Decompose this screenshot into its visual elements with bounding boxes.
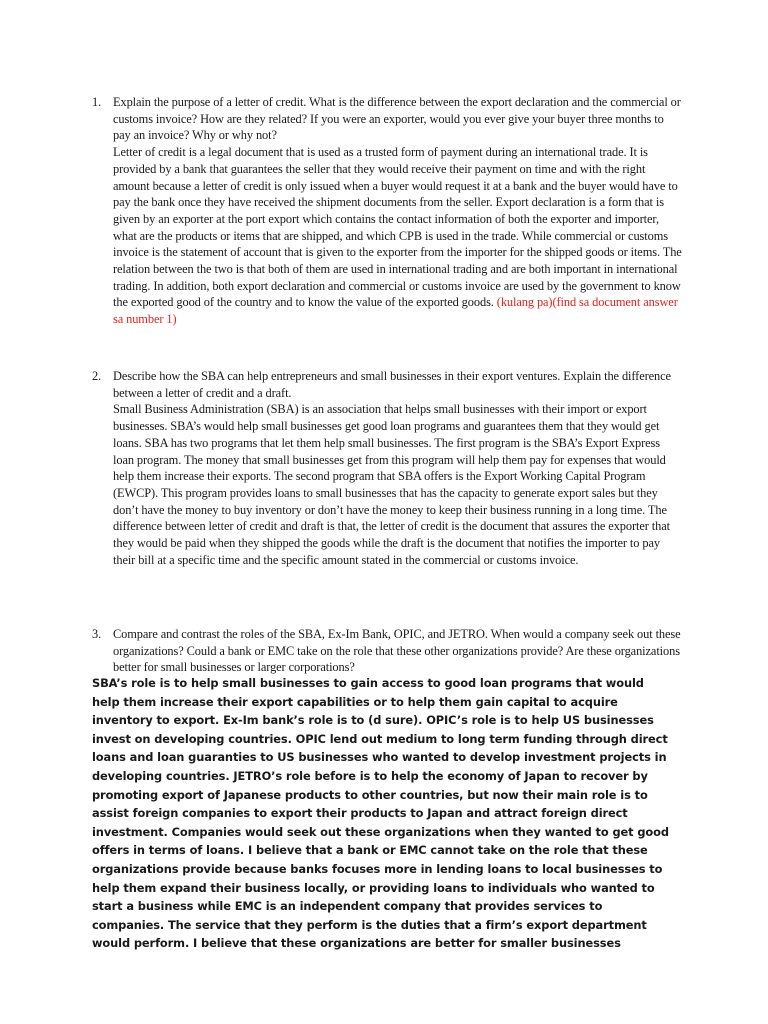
item-number: 1. (92, 95, 102, 109)
question-text: Describe how the SBA can help entrepreneurs and small businesses in their export ventures. Explain the difference between a letter of credit and a draft. (113, 369, 671, 400)
question-text: Compare and contrast the roles of the SBA, Ex-Im Bank, OPIC, and JETRO. When would a company seek out these organizations? Could a bank or EMC take on the role that these other organizations provide? Are these organizations better for small businesses or larger corporations? (113, 627, 681, 675)
item-number: 2. (92, 369, 102, 383)
answer-text-3: SBA’s role is to help small businesses to gain access to good loan programs that would help them increase their export capabilities or to help them gain capital to acquire inventory to export. Ex-Im bank’s role is to (d sure). OPIC’s role is to help US businesses invest on developing countries. OPIC lend out medium to long term funding through direct loans and loan guaranties to US businesses who wanted to develop investment projects in developing countries. JETRO’s role before is to help the economy of Japan to recover by promoting export of Japanese products to other countries, but now their main role is to assist foreign companies to export their products to Japan and attract foreign direct investment. Companies would seek out these organizations when they wanted to get good offers in terms of loans. I believe that a bank or EMC cannot take on the role that these organizations provide because banks focuses more in lending loans to local businesses to help them expand their business locally, or providing loans to individuals who wanted to start a business while EMC is an independent company that provides services to companies. The service that they perform is the duties that a firm’s export department would perform. I believe that these organizations are better for smaller businesses (92, 676, 669, 951)
question-text: Explain the purpose of a letter of credit. What is the difference between the export declaration and the commercial or customs invoice? How are they related? If you were an exporter, would you ever give your buyer three months to pay an invoice? Why or why not? (113, 95, 681, 143)
answer-text (113, 144, 682, 328)
question-item-3 (92, 626, 682, 676)
answer-text: Small Business Administration (SBA) is an association that helps small businesses with their import or export businesses. SBA’s would help small businesses get good loan programs and guarantees them that they would get loans. SBA has two programs that let them help small businesses. The first program is the SBA’s Export Express loan program. The money that small businesses get from this program will help them pay for expenses that would help them increase their exports. The second program that SBA offers is the Export Working Capital Program (EWCP). This program provides loans to small businesses that has the capacity to generate export sales but they don’t have the money to buy inventory or don’t have the money to keep their business running in a long time. The difference between letter of credit and draft is that, the letter of credit is the document that assures the exporter that they would be paid when they shipped the goods while the draft is the document that notifies the importer to pay their bill at a specific time and the specific amount stated in the commercial or customs invoice. (113, 402, 670, 567)
question-item-2 (92, 368, 682, 568)
answer-note: (kulang pa)(find sa document answer sa number 1) (113, 295, 678, 327)
item-body (113, 94, 682, 328)
item-number: 3. (92, 627, 102, 641)
item-body (113, 368, 682, 568)
item-body (113, 626, 682, 676)
answer-main: Letter of credit is a legal document that is used as a trusted form of payment during an international trade. It is provided by a bank that guarantees the seller that they would receive their payment on time and with the right amount because a letter of credit is only issued when a buyer would request it at a bank and the buyer would have to pay the bank once they have received the shipment documents from the seller. Export declaration is a form that is given by an exporter at the port export which contains the contact information of both the exporter and importer, what are the products or items that are shipped, and which CPB is used in the trade. While commercial or customs invoice is the statement of account that is given to the exporter from the importer for the shipped goods or items. The relation between the two is that both of them are used in international trading and are both important in international trading. In addition, both export declaration and commercial or customs invoice are used by the government to know the exported good of the country and to know the value of the exported goods. (113, 145, 682, 310)
question-item-1 (92, 94, 682, 328)
